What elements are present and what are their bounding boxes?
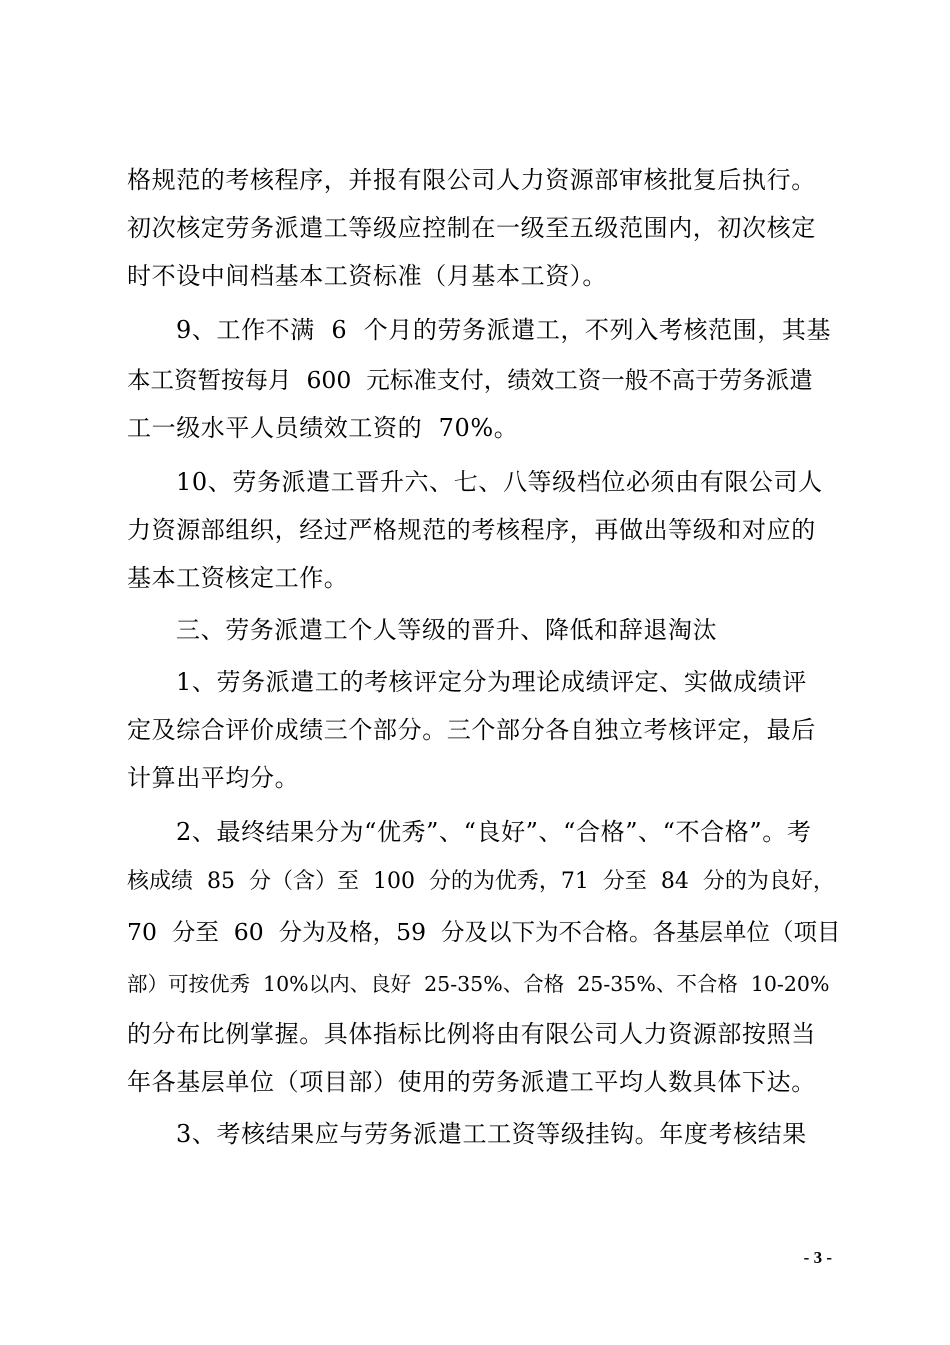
text-line: 1、劳务派遣工的考核评定分为理论成绩评定、实做成绩评: [176, 668, 807, 696]
text-line: 时不设中间档基本工资标准（月基本工资）。: [127, 262, 607, 290]
text-line: 年各基层单位（项目部）使用的劳务派遣工平均人数具体下达。: [127, 1068, 816, 1096]
text-line: 定及综合评价成绩三个部分。三个部分各自独立考核评定，最后: [127, 716, 816, 744]
page-number: - 3 -: [803, 1248, 832, 1267]
text-line: 本工资暂按每月 600 元标准支付，绩效工资一般不高于劳务派遣: [127, 366, 813, 394]
text-line: 计算出平均分。: [127, 764, 300, 792]
text-line: 力资源部组织，经过严格规范的考核程序，再做出等级和对应的: [127, 516, 816, 544]
text-line: 核成绩 85 分（含）至 100 分的为优秀，71 分至 84 分的为良好，: [127, 869, 835, 894]
text-line: 的分布比例掌握。具体指标比例将由有限公司人力资源部按照当: [127, 1020, 816, 1048]
text-line: 基本工资核定工作。: [127, 564, 349, 592]
text-line: 3、考核结果应与劳务派遣工工资等级挂钩。年度考核结果: [176, 1120, 807, 1148]
text-line: 10、劳务派遣工晋升六、七、八等级档位必须由有限公司人: [176, 468, 823, 496]
text-line: 2、最终结果分为“优秀”、“良好”、“合格”、“不合格”。考: [176, 818, 812, 846]
text-line: 初次核定劳务派遣工等级应控制在一级至五级范围内，初次核定: [127, 214, 816, 242]
text-line: 部）可按优秀 10%以内、良好 25-35%、合格 25-35%、不合格 10-20%: [127, 972, 830, 996]
text-line: 9、工作不满 6 个月的劳务派遣工，不列入考核范围，其基: [176, 316, 832, 344]
text-line: 工一级水平人员绩效工资的 70%。: [127, 414, 519, 442]
text-line: 格规范的考核程序，并报有限公司人力资源部审核批复后执行。: [127, 166, 816, 194]
text-line: 三、劳务派遣工个人等级的晋升、降低和辞退淘汰: [176, 616, 718, 644]
text-line: 70 分至 60 分为及格，59 分及以下为不合格。各基层单位（项目: [127, 918, 841, 946]
